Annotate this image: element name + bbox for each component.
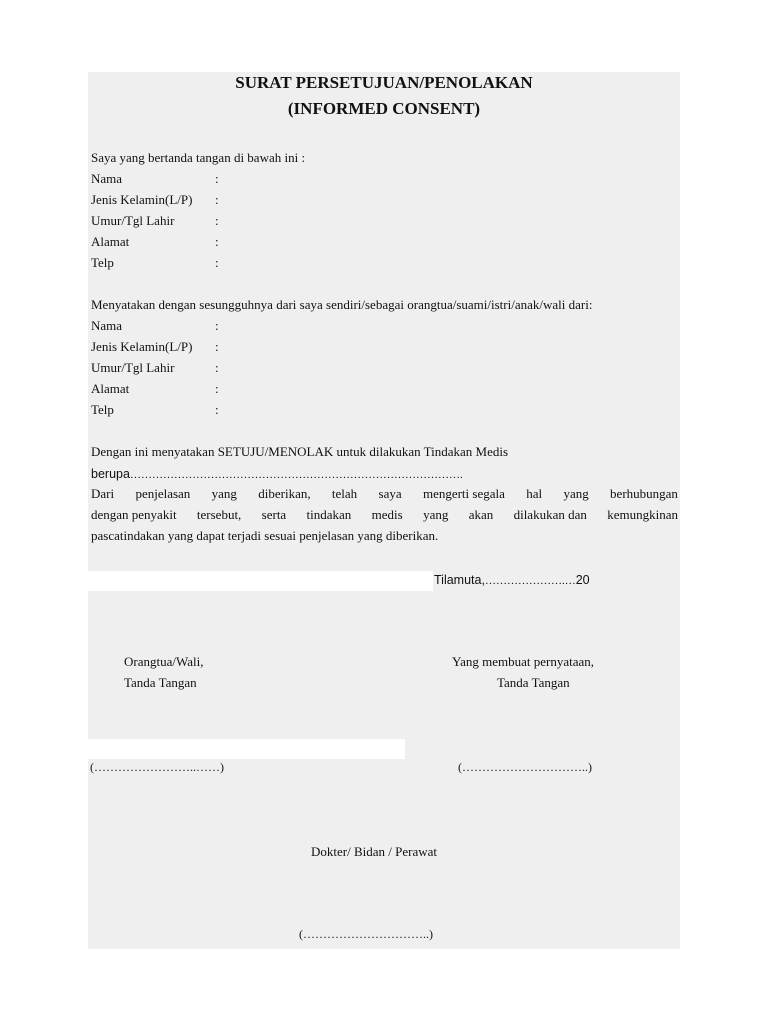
left-signer-role: Orangtua/Wali, <box>124 654 204 669</box>
left-signature-blank: (……………………..……) <box>90 760 224 774</box>
explanation-line-1 <box>91 486 678 502</box>
word: berhubungan <box>610 486 678 501</box>
year-label: 20 <box>575 573 590 587</box>
field-name-colon: : <box>215 171 219 186</box>
white-strip <box>88 571 433 591</box>
right-signature-blank: (…………………………..) <box>458 760 592 774</box>
right-signer-role: Yang membuat pernyataan, <box>452 654 595 669</box>
word: telah <box>331 486 358 501</box>
word: mengerti segala <box>422 486 505 501</box>
form-title-line1: SURAT PERSETUJUAN/PENOLAKAN <box>235 73 533 92</box>
patient-age-colon: : <box>215 360 219 375</box>
word: yang <box>211 486 237 501</box>
patient-gender-colon: : <box>215 339 219 354</box>
word: dengan penyakit <box>91 507 177 522</box>
field-gender-label: Jenis Kelamin(L/P) <box>91 192 193 207</box>
statement-text: Menyatakan dengan sesungguhnya dari saya sendiri/sebagai orangtua/suami/istri/anak/wali dari: <box>91 297 593 312</box>
consent-text: Dengan ini menyatakan SETUJU/MENOLAK untuk dilakukan Tindakan Medis <box>91 444 509 459</box>
word: tersebut, <box>196 507 242 522</box>
field-age-colon: : <box>215 213 219 228</box>
place-label: Tilamuta, <box>434 573 485 587</box>
word: diberikan, <box>258 486 311 501</box>
explanation-line-3: pascatindakan yang dapat terjadi sesuai penjelasan yang diberikan. <box>91 528 439 543</box>
word: serta <box>261 507 287 522</box>
patient-address-colon: : <box>215 381 219 396</box>
word: Dari <box>91 486 115 501</box>
date-line <box>434 571 590 589</box>
date-blank: ………………….… <box>484 575 576 587</box>
field-address-colon: : <box>215 234 219 249</box>
procedure-blank: ………………………………………………………………………………. <box>129 469 463 481</box>
right-signature-label: Tanda Tangan <box>497 675 570 690</box>
word: yang <box>563 486 589 501</box>
patient-gender-label: Jenis Kelamin(L/P) <box>91 339 193 354</box>
word: saya <box>378 486 402 501</box>
word: penjelasan <box>135 486 191 501</box>
field-phone-label: Telp <box>91 255 114 270</box>
word: kemungkinan <box>607 507 678 522</box>
word: yang <box>423 507 449 522</box>
field-name-label: Nama <box>91 171 123 186</box>
doctor-role: Dokter/ Bidan / Perawat <box>311 844 437 859</box>
word: tindakan <box>306 507 352 522</box>
berupa-label: berupa <box>91 467 130 481</box>
intro-text: Saya yang bertanda tangan di bawah ini : <box>91 150 306 165</box>
field-age-label: Umur/Tgl Lahir <box>91 213 175 228</box>
procedure-line <box>91 465 463 483</box>
consent-form-page <box>88 72 680 949</box>
patient-name-label: Nama <box>91 318 123 333</box>
left-signature-label: Tanda Tangan <box>124 675 197 690</box>
word: dilakukan dan <box>513 507 587 522</box>
word: akan <box>468 507 494 522</box>
patient-name-colon: : <box>215 318 219 333</box>
patient-address-label: Alamat <box>91 381 130 396</box>
explanation-line-2 <box>91 507 678 523</box>
white-strip <box>88 739 405 759</box>
word: hal <box>526 486 543 501</box>
patient-phone-colon: : <box>215 402 219 417</box>
field-phone-colon: : <box>215 255 219 270</box>
word: medis <box>371 507 403 522</box>
patient-age-label: Umur/Tgl Lahir <box>91 360 175 375</box>
form-title-line2: (INFORMED CONSENT) <box>287 99 481 118</box>
field-address-label: Alamat <box>91 234 130 249</box>
patient-phone-label: Telp <box>91 402 114 417</box>
field-gender-colon: : <box>215 192 219 207</box>
doctor-signature-blank: (…………………………..) <box>299 927 433 941</box>
